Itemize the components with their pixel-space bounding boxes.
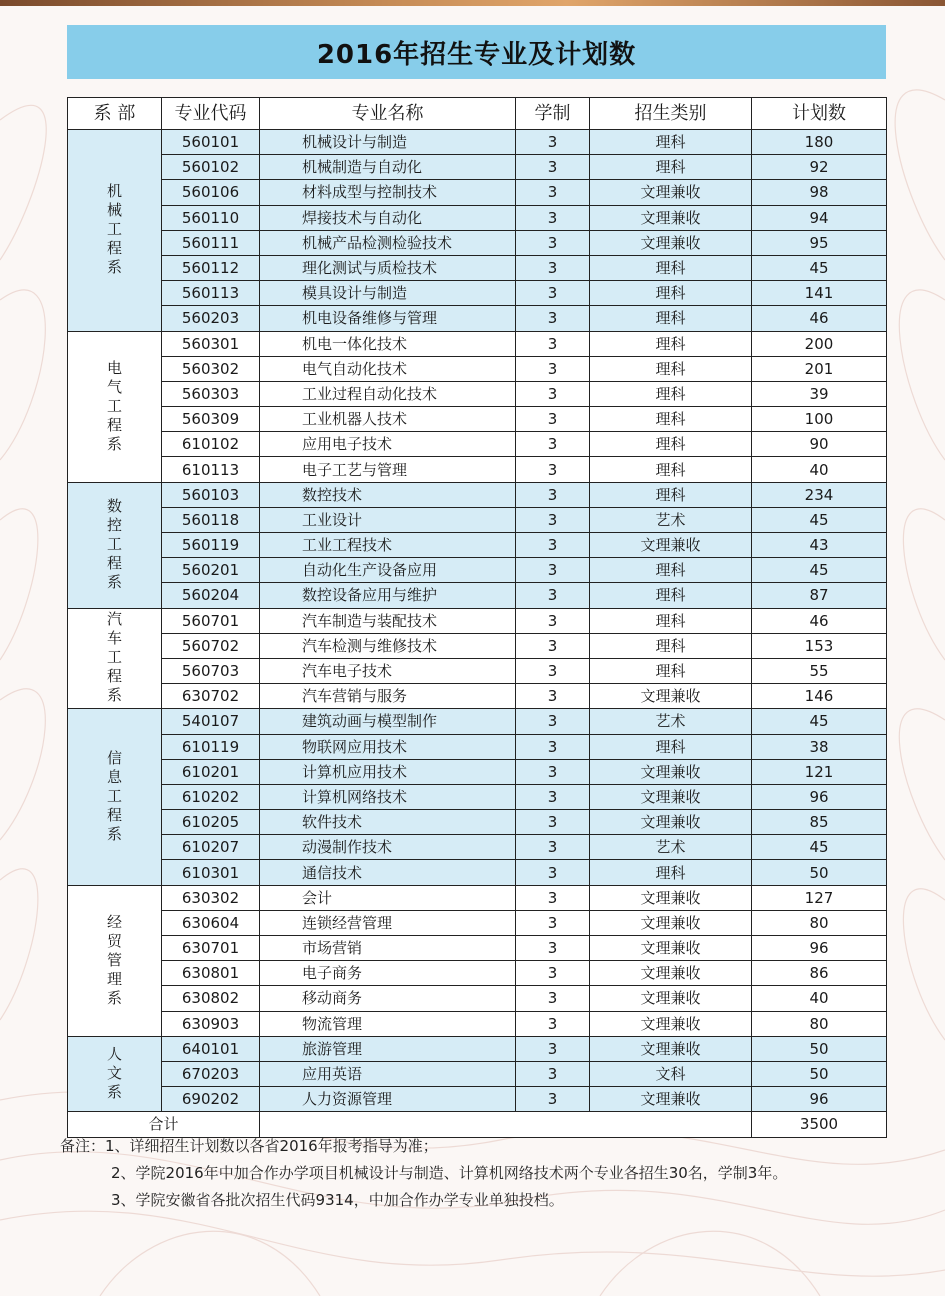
category-cell: 理科 — [590, 130, 752, 155]
header-quota: 计划数 — [752, 98, 887, 130]
major-name-cell: 模具设计与制造 — [260, 281, 516, 306]
major-code-cell: 560301 — [162, 331, 260, 356]
major-code-cell: 560303 — [162, 381, 260, 406]
major-name-cell: 动漫制作技术 — [260, 835, 516, 860]
quota-cell: 45 — [752, 709, 887, 734]
quota-cell: 96 — [752, 784, 887, 809]
major-code-cell: 560101 — [162, 130, 260, 155]
department-cell — [68, 709, 162, 885]
duration-cell: 3 — [516, 130, 590, 155]
major-code-cell: 560703 — [162, 658, 260, 683]
major-name-cell: 人力资源管理 — [260, 1087, 516, 1112]
major-code-cell: 560103 — [162, 482, 260, 507]
category-cell: 文理兼收 — [590, 684, 752, 709]
major-name-cell: 机械设计与制造 — [260, 130, 516, 155]
duration-cell: 3 — [516, 356, 590, 381]
major-name-cell: 软件技术 — [260, 810, 516, 835]
duration-cell: 3 — [516, 482, 590, 507]
category-cell: 文理兼收 — [590, 936, 752, 961]
category-cell: 理科 — [590, 558, 752, 583]
major-code-cell: 560110 — [162, 205, 260, 230]
major-name-cell: 焊接技术与自动化 — [260, 205, 516, 230]
duration-cell: 3 — [516, 1061, 590, 1086]
major-name-cell: 市场营销 — [260, 936, 516, 961]
major-name-cell: 机电设备维修与管理 — [260, 306, 516, 331]
major-code-cell: 630604 — [162, 910, 260, 935]
category-cell: 艺术 — [590, 507, 752, 532]
category-cell: 艺术 — [590, 835, 752, 860]
major-code-cell: 610205 — [162, 810, 260, 835]
duration-cell: 3 — [516, 507, 590, 532]
category-cell: 文理兼收 — [590, 986, 752, 1011]
duration-cell: 3 — [516, 255, 590, 280]
duration-cell: 3 — [516, 986, 590, 1011]
category-cell: 理科 — [590, 583, 752, 608]
enrollment-plan-table — [67, 97, 887, 1138]
duration-cell: 3 — [516, 961, 590, 986]
duration-cell: 3 — [516, 684, 590, 709]
duration-cell: 3 — [516, 558, 590, 583]
duration-cell: 3 — [516, 1011, 590, 1036]
duration-cell: 3 — [516, 583, 590, 608]
category-cell: 理科 — [590, 633, 752, 658]
category-cell: 理科 — [590, 356, 752, 381]
table-row — [68, 482, 887, 507]
table-row — [68, 407, 887, 432]
duration-cell: 3 — [516, 331, 590, 356]
quota-cell: 180 — [752, 130, 887, 155]
major-name-cell: 机械产品检测检验技术 — [260, 230, 516, 255]
quota-cell: 39 — [752, 381, 887, 406]
duration-cell: 3 — [516, 205, 590, 230]
table-row — [68, 306, 887, 331]
major-code-cell: 640101 — [162, 1036, 260, 1061]
major-code-cell: 560102 — [162, 155, 260, 180]
major-code-cell: 560111 — [162, 230, 260, 255]
quota-cell: 85 — [752, 810, 887, 835]
quota-cell: 141 — [752, 281, 887, 306]
table-row — [68, 986, 887, 1011]
major-name-cell: 材料成型与控制技术 — [260, 180, 516, 205]
duration-cell: 3 — [516, 910, 590, 935]
table-row — [68, 180, 887, 205]
major-code-cell: 610207 — [162, 835, 260, 860]
category-cell: 文科 — [590, 1061, 752, 1086]
major-code-cell: 630903 — [162, 1011, 260, 1036]
category-cell: 理科 — [590, 155, 752, 180]
table-row — [68, 356, 887, 381]
note-line: 3、学院安徽省各批次招生代码9314，中加合作办学专业单独投档。 — [111, 1191, 564, 1209]
category-cell: 文理兼收 — [590, 1011, 752, 1036]
duration-cell: 3 — [516, 885, 590, 910]
category-cell: 理科 — [590, 381, 752, 406]
quota-cell: 146 — [752, 684, 887, 709]
major-code-cell: 560119 — [162, 533, 260, 558]
quota-cell: 50 — [752, 1036, 887, 1061]
major-code-cell: 610119 — [162, 734, 260, 759]
quota-cell: 46 — [752, 306, 887, 331]
duration-cell: 3 — [516, 1036, 590, 1061]
duration-cell: 3 — [516, 457, 590, 482]
duration-cell: 3 — [516, 759, 590, 784]
department-cell — [68, 885, 162, 1036]
table-row — [68, 658, 887, 683]
category-cell: 艺术 — [590, 709, 752, 734]
major-code-cell: 560204 — [162, 583, 260, 608]
department-name: 人文系 — [106, 1045, 122, 1102]
department-name: 数控工程系 — [106, 497, 122, 592]
quota-cell: 121 — [752, 759, 887, 784]
quota-cell: 50 — [752, 860, 887, 885]
quota-cell: 80 — [752, 910, 887, 935]
table-row — [68, 1061, 887, 1086]
duration-cell: 3 — [516, 432, 590, 457]
quota-cell: 90 — [752, 432, 887, 457]
table-row — [68, 810, 887, 835]
major-code-cell: 630702 — [162, 684, 260, 709]
major-name-cell: 电子工艺与管理 — [260, 457, 516, 482]
major-code-cell: 560701 — [162, 608, 260, 633]
category-cell: 理科 — [590, 734, 752, 759]
category-cell: 理科 — [590, 331, 752, 356]
table-row — [68, 684, 887, 709]
major-name-cell: 电子商务 — [260, 961, 516, 986]
header-category: 招生类别 — [590, 98, 752, 130]
major-name-cell: 工业工程技术 — [260, 533, 516, 558]
major-name-cell: 数控设备应用与维护 — [260, 583, 516, 608]
major-name-cell: 通信技术 — [260, 860, 516, 885]
major-code-cell: 560118 — [162, 507, 260, 532]
page-title: 2016年招生专业及计划数 — [67, 25, 886, 79]
major-name-cell: 工业过程自动化技术 — [260, 381, 516, 406]
department-cell — [68, 1036, 162, 1112]
major-code-cell: 610301 — [162, 860, 260, 885]
duration-cell: 3 — [516, 608, 590, 633]
quota-cell: 94 — [752, 205, 887, 230]
category-cell: 理科 — [590, 432, 752, 457]
duration-cell: 3 — [516, 1087, 590, 1112]
table-row — [68, 381, 887, 406]
duration-cell: 3 — [516, 533, 590, 558]
table-row — [68, 1011, 887, 1036]
header-code: 专业代码 — [162, 98, 260, 130]
duration-cell: 3 — [516, 306, 590, 331]
major-name-cell: 数控技术 — [260, 482, 516, 507]
department-name: 经贸管理系 — [106, 912, 122, 1007]
major-name-cell: 工业机器人技术 — [260, 407, 516, 432]
major-code-cell: 610113 — [162, 457, 260, 482]
note-line: 备注：1、详细招生计划数以各省2016年报考指导为准； — [60, 1137, 438, 1155]
table-row — [68, 910, 887, 935]
table-row — [68, 936, 887, 961]
table-row — [68, 633, 887, 658]
duration-cell: 3 — [516, 860, 590, 885]
quota-cell: 40 — [752, 986, 887, 1011]
header-duration: 学制 — [516, 98, 590, 130]
duration-cell: 3 — [516, 709, 590, 734]
major-code-cell: 610202 — [162, 784, 260, 809]
major-code-cell: 560702 — [162, 633, 260, 658]
header-department: 系 部 — [68, 98, 162, 130]
table-row — [68, 583, 887, 608]
header-major: 专业名称 — [260, 98, 516, 130]
major-code-cell: 630802 — [162, 986, 260, 1011]
top-decorative-bar — [0, 0, 945, 6]
category-cell: 理科 — [590, 482, 752, 507]
table-row — [68, 885, 887, 910]
duration-cell: 3 — [516, 381, 590, 406]
major-name-cell: 汽车电子技术 — [260, 658, 516, 683]
major-name-cell: 应用电子技术 — [260, 432, 516, 457]
duration-cell: 3 — [516, 658, 590, 683]
category-cell: 理科 — [590, 407, 752, 432]
major-name-cell: 机械制造与自动化 — [260, 155, 516, 180]
table-row — [68, 130, 887, 155]
quota-cell: 38 — [752, 734, 887, 759]
quota-cell: 45 — [752, 835, 887, 860]
total-label: 合计 — [68, 1112, 260, 1137]
table-row — [68, 432, 887, 457]
category-cell: 文理兼收 — [590, 1036, 752, 1061]
table-row — [68, 961, 887, 986]
quota-cell: 98 — [752, 180, 887, 205]
table-row — [68, 759, 887, 784]
major-name-cell: 机电一体化技术 — [260, 331, 516, 356]
department-name: 电气工程系 — [106, 358, 122, 453]
quota-cell: 127 — [752, 885, 887, 910]
major-name-cell: 会计 — [260, 885, 516, 910]
major-name-cell: 旅游管理 — [260, 1036, 516, 1061]
category-cell: 文理兼收 — [590, 1087, 752, 1112]
department-cell — [68, 608, 162, 709]
table-row — [68, 457, 887, 482]
table-row — [68, 558, 887, 583]
category-cell: 文理兼收 — [590, 810, 752, 835]
duration-cell: 3 — [516, 784, 590, 809]
major-code-cell: 630302 — [162, 885, 260, 910]
duration-cell: 3 — [516, 936, 590, 961]
table-row — [68, 1087, 887, 1112]
quota-cell: 96 — [752, 936, 887, 961]
major-name-cell: 理化测试与质检技术 — [260, 255, 516, 280]
category-cell: 文理兼收 — [590, 961, 752, 986]
category-cell: 理科 — [590, 281, 752, 306]
table-row — [68, 608, 887, 633]
major-name-cell: 物联网应用技术 — [260, 734, 516, 759]
major-code-cell: 560106 — [162, 180, 260, 205]
major-name-cell: 应用英语 — [260, 1061, 516, 1086]
quota-cell: 55 — [752, 658, 887, 683]
major-name-cell: 自动化生产设备应用 — [260, 558, 516, 583]
major-code-cell: 690202 — [162, 1087, 260, 1112]
category-cell: 文理兼收 — [590, 180, 752, 205]
major-code-cell: 670203 — [162, 1061, 260, 1086]
table-row — [68, 155, 887, 180]
department-name: 机械工程系 — [106, 182, 122, 277]
category-cell: 文理兼收 — [590, 910, 752, 935]
quota-cell: 46 — [752, 608, 887, 633]
major-name-cell: 物流管理 — [260, 1011, 516, 1036]
quota-cell: 80 — [752, 1011, 887, 1036]
table-header-row — [68, 98, 887, 130]
major-code-cell: 560203 — [162, 306, 260, 331]
major-code-cell: 560201 — [162, 558, 260, 583]
major-code-cell: 560302 — [162, 356, 260, 381]
category-cell: 理科 — [590, 658, 752, 683]
quota-cell: 87 — [752, 583, 887, 608]
category-cell: 理科 — [590, 255, 752, 280]
quota-cell: 45 — [752, 507, 887, 532]
major-code-cell: 630701 — [162, 936, 260, 961]
duration-cell: 3 — [516, 407, 590, 432]
major-code-cell: 560112 — [162, 255, 260, 280]
notes — [60, 1133, 787, 1214]
department-cell — [68, 482, 162, 608]
category-cell: 文理兼收 — [590, 230, 752, 255]
table-row — [68, 835, 887, 860]
category-cell: 文理兼收 — [590, 885, 752, 910]
major-name-cell: 计算机网络技术 — [260, 784, 516, 809]
table-row — [68, 205, 887, 230]
table-row — [68, 784, 887, 809]
quota-cell: 201 — [752, 356, 887, 381]
duration-cell: 3 — [516, 155, 590, 180]
duration-cell: 3 — [516, 281, 590, 306]
quota-cell: 95 — [752, 230, 887, 255]
quota-cell: 92 — [752, 155, 887, 180]
category-cell: 理科 — [590, 457, 752, 482]
major-name-cell: 建筑动画与模型制作 — [260, 709, 516, 734]
duration-cell: 3 — [516, 810, 590, 835]
duration-cell: 3 — [516, 180, 590, 205]
table-row — [68, 331, 887, 356]
major-code-cell: 560113 — [162, 281, 260, 306]
major-code-cell: 610102 — [162, 432, 260, 457]
major-name-cell: 汽车检测与维修技术 — [260, 633, 516, 658]
major-name-cell: 工业设计 — [260, 507, 516, 532]
quota-cell: 86 — [752, 961, 887, 986]
quota-cell: 45 — [752, 558, 887, 583]
category-cell: 理科 — [590, 608, 752, 633]
table-row — [68, 860, 887, 885]
category-cell: 文理兼收 — [590, 205, 752, 230]
table-row — [68, 734, 887, 759]
department-cell — [68, 331, 162, 482]
department-name: 信息工程系 — [106, 748, 122, 843]
major-code-cell: 560309 — [162, 407, 260, 432]
major-name-cell: 计算机应用技术 — [260, 759, 516, 784]
note-line: 2、学院2016年中加合作办学项目机械设计与制造、计算机网络技术两个专业各招生30名，学制3年。 — [111, 1164, 788, 1182]
table-row — [68, 709, 887, 734]
major-name-cell: 汽车制造与装配技术 — [260, 608, 516, 633]
duration-cell: 3 — [516, 633, 590, 658]
duration-cell: 3 — [516, 230, 590, 255]
major-code-cell: 610201 — [162, 759, 260, 784]
category-cell: 文理兼收 — [590, 533, 752, 558]
duration-cell: 3 — [516, 734, 590, 759]
category-cell: 理科 — [590, 860, 752, 885]
category-cell: 理科 — [590, 306, 752, 331]
table-row — [68, 281, 887, 306]
quota-cell: 153 — [752, 633, 887, 658]
major-name-cell: 电气自动化技术 — [260, 356, 516, 381]
major-code-cell: 540107 — [162, 709, 260, 734]
quota-cell: 40 — [752, 457, 887, 482]
major-name-cell: 汽车营销与服务 — [260, 684, 516, 709]
category-cell: 文理兼收 — [590, 784, 752, 809]
duration-cell: 3 — [516, 835, 590, 860]
department-cell — [68, 130, 162, 332]
table-row — [68, 230, 887, 255]
table-row — [68, 1036, 887, 1061]
table-row — [68, 255, 887, 280]
major-name-cell: 移动商务 — [260, 986, 516, 1011]
major-code-cell: 630801 — [162, 961, 260, 986]
quota-cell: 45 — [752, 255, 887, 280]
quota-cell: 234 — [752, 482, 887, 507]
total-value: 3500 — [752, 1112, 887, 1137]
quota-cell: 50 — [752, 1061, 887, 1086]
category-cell: 文理兼收 — [590, 759, 752, 784]
table-row — [68, 507, 887, 532]
quota-cell: 100 — [752, 407, 887, 432]
quota-cell: 43 — [752, 533, 887, 558]
quota-cell: 96 — [752, 1087, 887, 1112]
department-name: 汽车工程系 — [106, 610, 122, 705]
table-row — [68, 533, 887, 558]
major-name-cell: 连锁经营管理 — [260, 910, 516, 935]
quota-cell: 200 — [752, 331, 887, 356]
